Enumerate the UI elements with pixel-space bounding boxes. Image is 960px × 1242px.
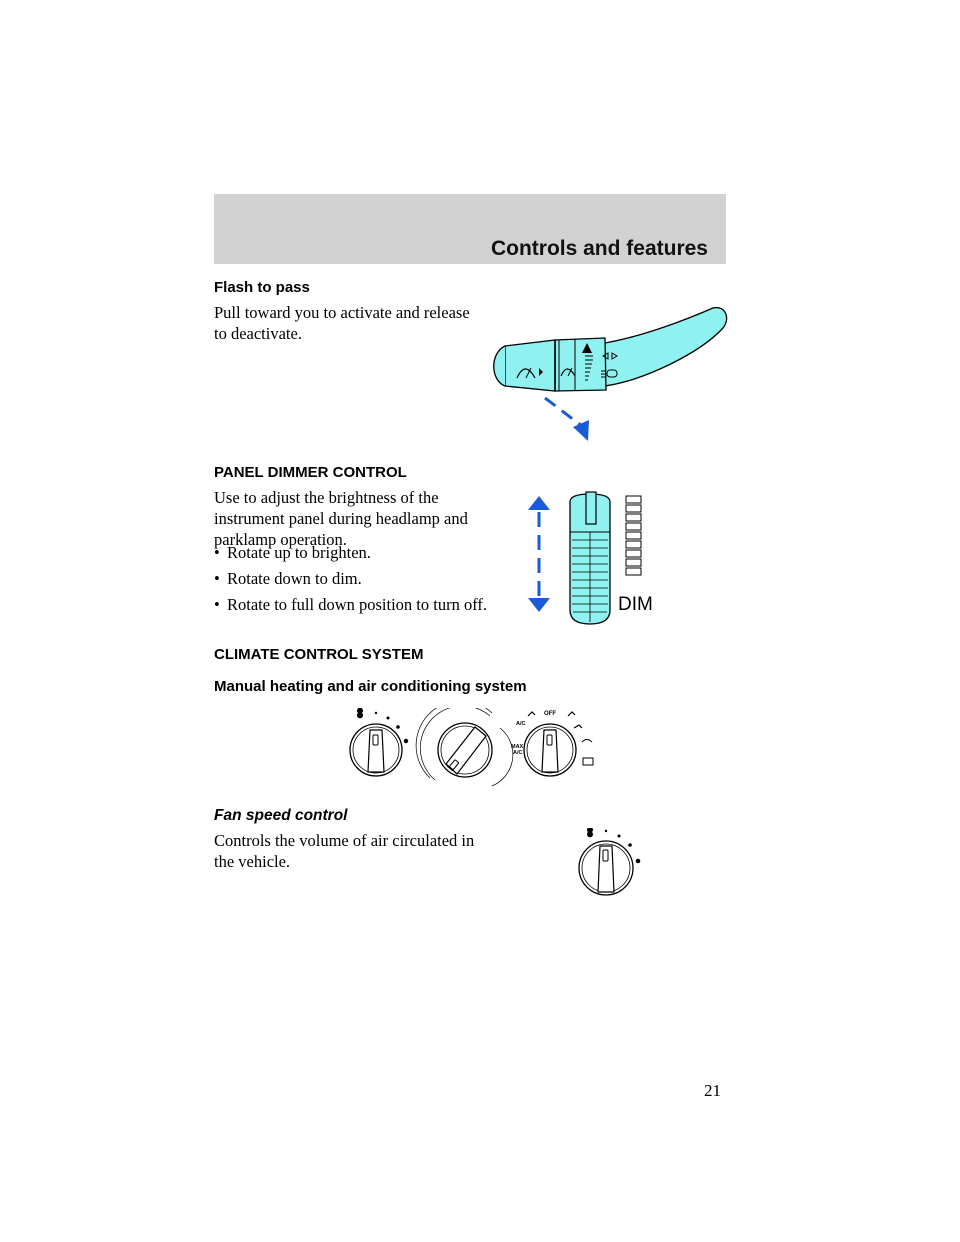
fan-speed-knob [350,708,408,776]
mode-off-label: OFF [544,711,556,717]
mode-max-ac-label-line1: MAX [511,744,524,750]
fan-speed-heading: Fan speed control [214,807,348,824]
multifunction-lever-figure [485,298,730,448]
climate-control-panel-figure [340,708,600,788]
temperature-knob [416,708,513,786]
climate-subheading: Manual heating and air conditioning system [214,678,527,695]
fan-speed-knob-figure [570,828,650,900]
panel-dimmer-bullets [214,542,489,620]
section-header [214,194,726,264]
panel-dimmer-heading: PANEL DIMMER CONTROL [214,464,407,481]
dim-label: DIM [618,594,653,615]
section-title: Controls and features [490,237,708,260]
mode-ac-label: A/C [516,721,526,727]
mode-max-ac-label-line2: A/C [513,750,523,756]
list-item: • Rotate to full down position to turn off. [214,594,489,615]
flash-to-pass-heading: Flash to pass [214,279,310,296]
fan-speed-body: Controls the volume of air circulated in the vehicle. [214,831,475,871]
list-item: • Rotate down to dim. [214,568,489,589]
list-item: • Rotate up to brighten. [214,542,489,563]
panel-dimmer-body: Use to adjust the brightness of the instrument panel during headlamp and parklamp operation. [214,488,468,549]
flash-to-pass-body: Pull toward you to activate and release to deactivate. [214,303,470,343]
page-number: 21 [704,1081,721,1100]
dimmer-wheel-figure [518,488,658,628]
climate-heading: CLIMATE CONTROL SYSTEM [214,646,424,663]
mode-selector-knob [511,711,593,776]
